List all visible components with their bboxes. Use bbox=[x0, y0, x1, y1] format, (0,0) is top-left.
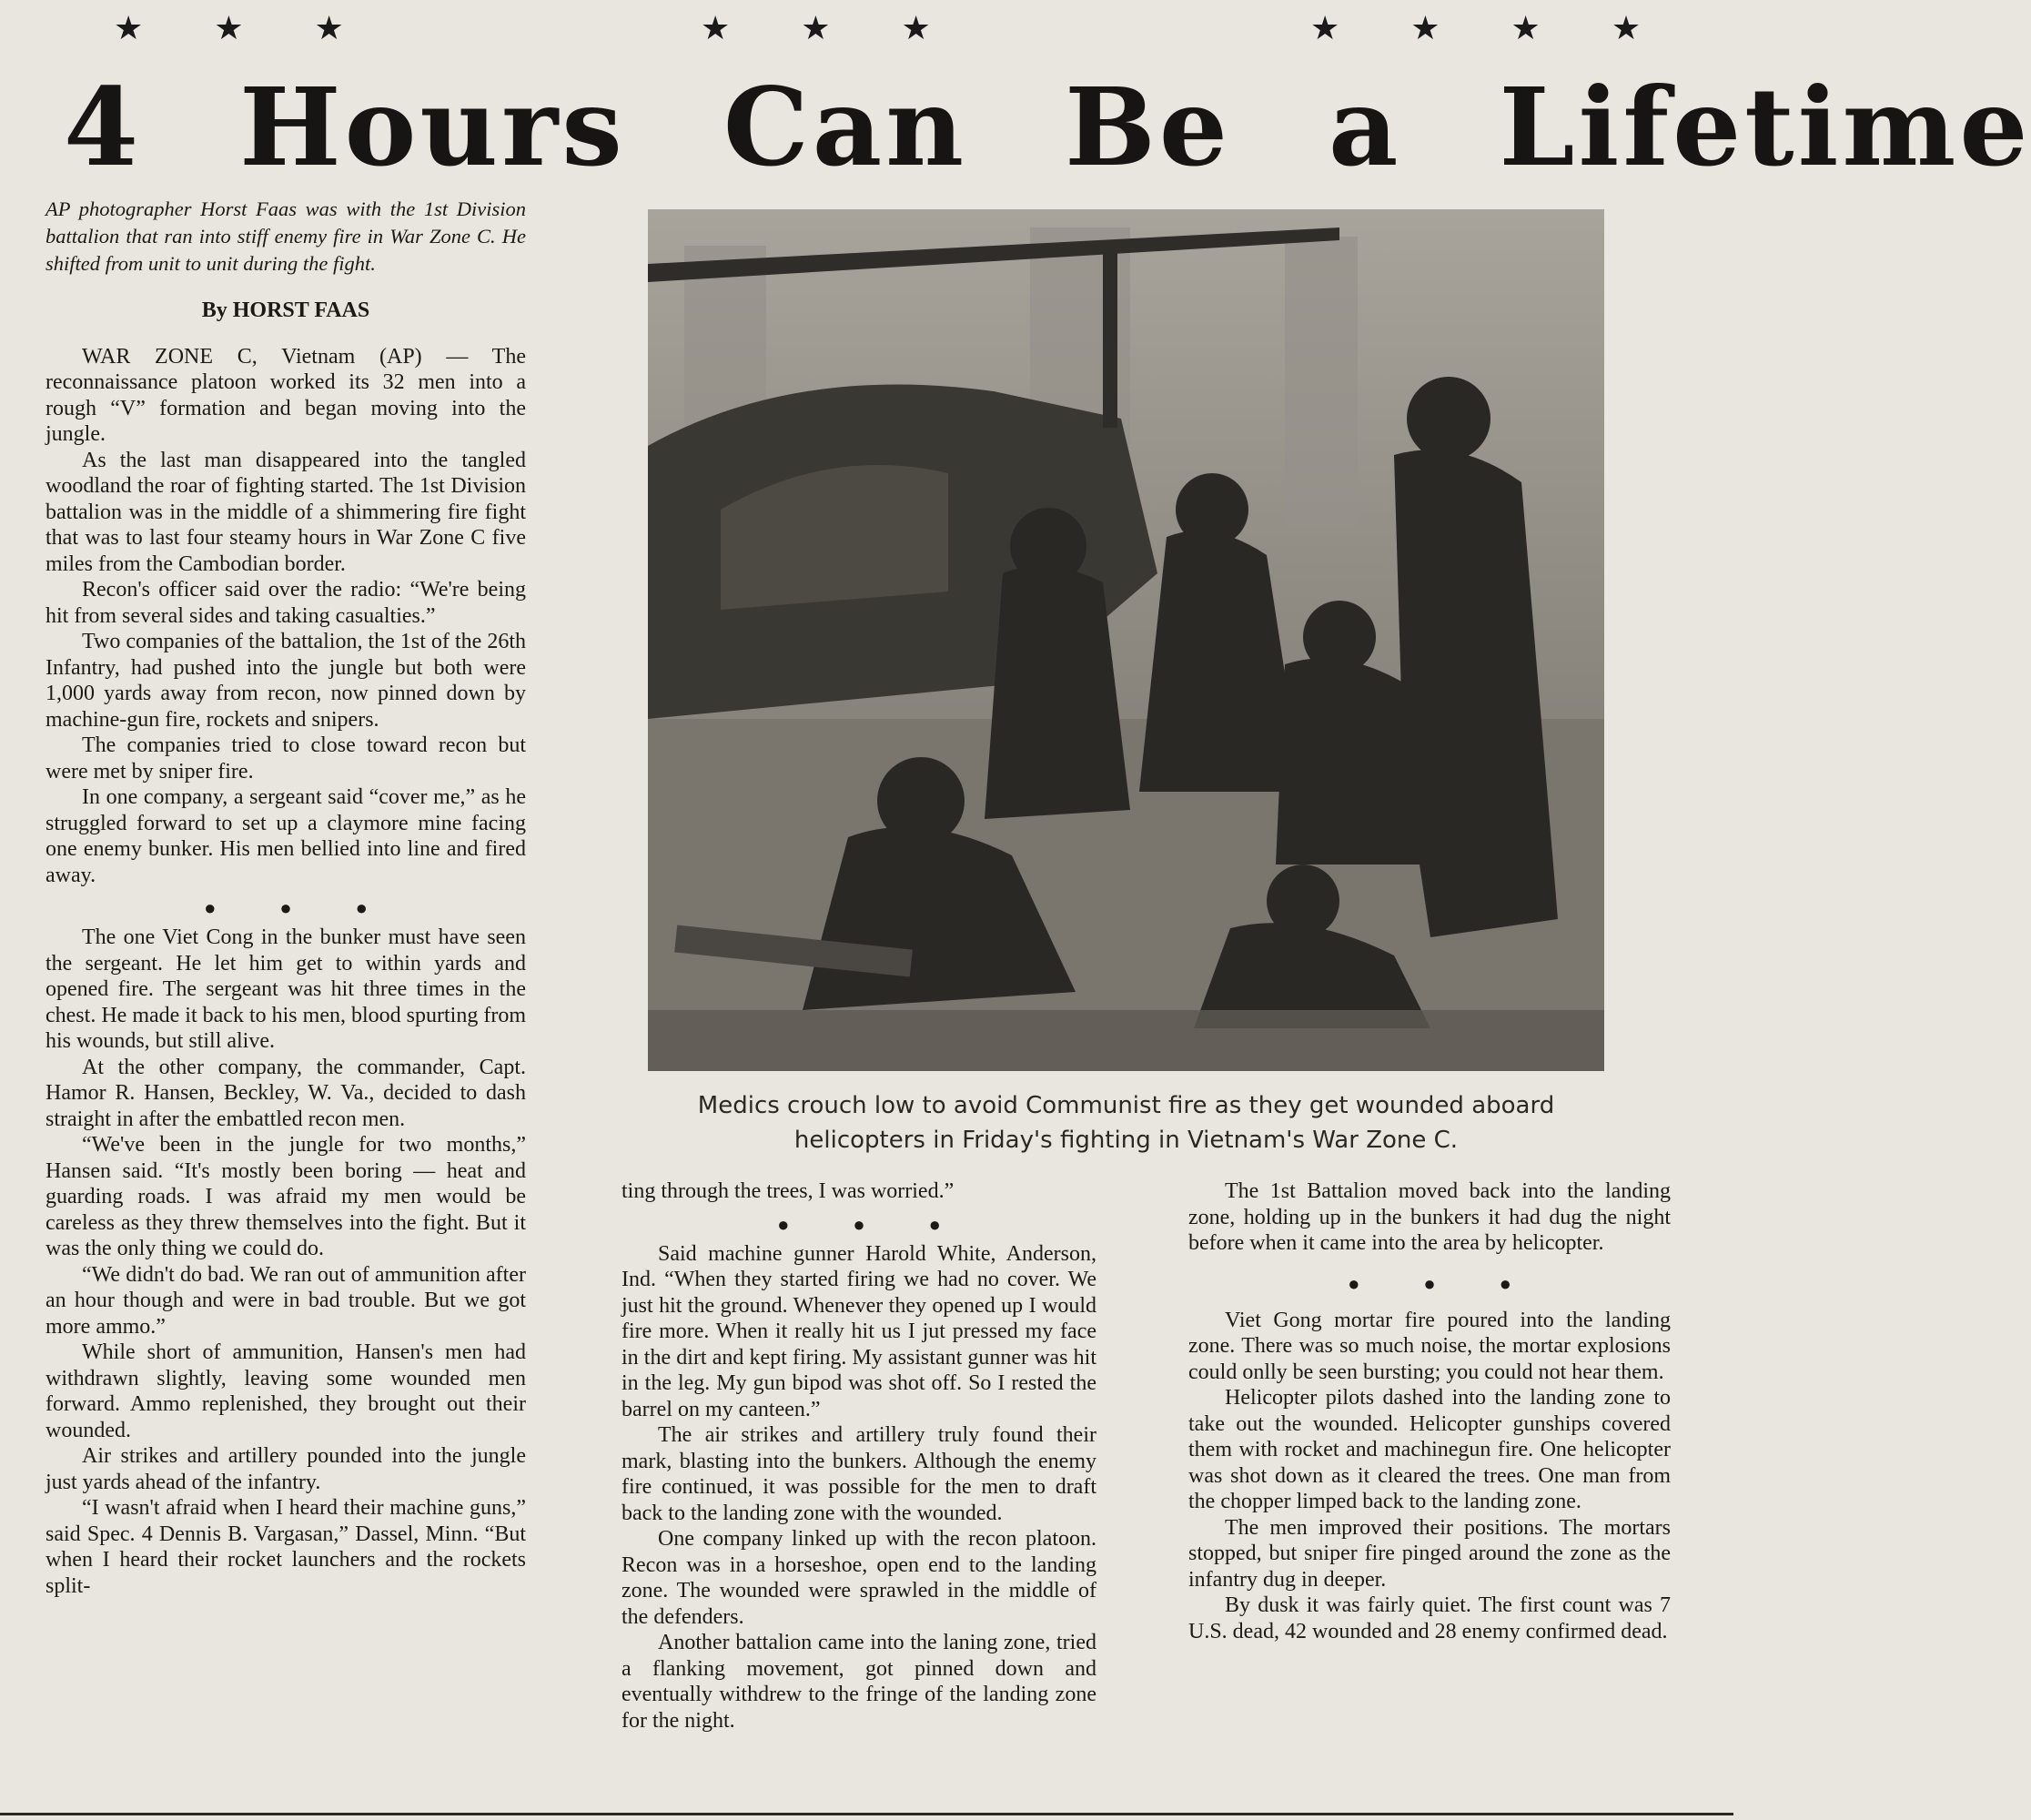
paragraph: The one Viet Cong in the bunker must have seen the sergeant. He let him get to within yards and opened fire. The sergeant was hit three times in the chest. He made it back to his men, blood spurting from his wounds, but still alive. bbox=[45, 925, 526, 1053]
paragraph: “We didn't do bad. We ran out of ammunition after an hour though and were in bad trouble. But we got more ammo.” bbox=[45, 1262, 526, 1339]
article-column-2 bbox=[621, 1178, 1096, 1734]
headline: 4 Hours Can Be a Lifetime bbox=[64, 64, 2031, 190]
section-separator: ●●● bbox=[204, 896, 431, 919]
paragraph: ting through the trees, I was worried.” bbox=[621, 1179, 955, 1203]
stars-right-decoration: ★★★★ bbox=[1310, 10, 1713, 46]
paragraph: Helicopter pilots dashed into the landing zone to take out the wounded. Helicopter gunships covered them with rocket and machinegun fire. One helicopter was shot down as it cleared the trees. One man from the chopper limped back to the landing zone. bbox=[1188, 1386, 1671, 1513]
paragraph: Two companies of the battalion, the 1st of the 26th Infantry, had pushed into the jungle but both were 1,000 yards away from recon, now pinned down by machine-gun fire, rockets and snipers. bbox=[45, 630, 526, 732]
article-column-3 bbox=[1188, 1178, 1671, 1644]
paragraph: By dusk it was fairly quiet. The first count was 7 U.S. dead, 42 wounded and 28 enemy confirmed dead. bbox=[1188, 1593, 1671, 1643]
paragraph: The air strikes and artillery truly found their mark, blasting into the bunkers. Although the enemy fire continued, it was possible for the men to draft back to the landing zone with the wounded. bbox=[621, 1423, 1096, 1525]
paragraph: “We've been in the jungle for two months,” Hansen said. “It's mostly been boring — heat and guarding roads. I was afraid my men would be careless as they threw themselves into the fight. But it was the only thing we could do. bbox=[45, 1133, 526, 1260]
paragraph: Another battalion came into the laning zone, tried a flanking movement, got pinned down and eventually withdrew to the fringe of the landing zone for the night. bbox=[621, 1631, 1096, 1733]
section-separator: ●●● bbox=[1348, 1271, 1575, 1295]
paragraph: Said machine gunner Harold White, Anderson, Ind. “When they started firing we had no cover. We just hit the ground. Whenever they opened up I would fire more. When it really hit us I jut pressed my face in the dirt and kept firing. My assistant gunner was hit in the leg. My gun bipod was shot off. So I rested the barrel on my canteen.” bbox=[621, 1241, 1096, 1421]
byline: By HORST FAAS bbox=[201, 298, 370, 322]
caption-line-2: helicopters in Friday's fighting in Vietnam's War Zone C. bbox=[793, 1127, 1459, 1154]
paragraph: Recon's officer said over the radio: “We're being hit from several sides and taking casualties.” bbox=[45, 578, 526, 628]
section-separator: ●●● bbox=[777, 1212, 1005, 1236]
paragraph: WAR ZONE C, Vietnam (AP) — The reconnaissance platoon worked its 32 men into a rough “V” formation and began moving into the jungle. bbox=[45, 344, 526, 446]
paragraph: Air strikes and artillery pounded into the jungle just yards ahead of the infantry. bbox=[45, 1444, 526, 1494]
photo-caption bbox=[648, 1088, 1604, 1158]
paragraph: In one company, a sergeant said “cover me,” as he struggled forward to set up a claymore mine facing one enemy bunker. His men bellied into line and fired away. bbox=[45, 785, 526, 887]
paragraph: The 1st Battalion moved back into the landing zone, holding up in the bunkers it had dug the night before when it came into the area by helicopter. bbox=[1188, 1179, 1671, 1255]
article-column-1 bbox=[45, 196, 526, 1599]
caption-line-1: Medics crouch low to avoid Communist fire as they get wounded aboard bbox=[697, 1092, 1555, 1119]
paragraph: While short of ammunition, Hansen's men had withdrawn slightly, leaving some wounded men forward. Ammo replenished, they brought out their wounded. bbox=[45, 1340, 526, 1442]
news-photo bbox=[648, 209, 1604, 1071]
stars-center-decoration: ★★★ bbox=[701, 10, 1002, 46]
stars-left-decoration: ★★★ bbox=[114, 10, 415, 46]
intro-note: AP photographer Horst Faas was with the 1st Division battalion that ran into stiff enemy fire in War Zone C. He shifted from unit to unit during the fight. bbox=[45, 197, 526, 275]
paragraph: “I wasn't afraid when I heard their machine guns,” said Spec. 4 Dennis B. Vargasan,” Dassel, Minn. “But when I heard their rocket launchers and the rockets split- bbox=[45, 1496, 526, 1598]
bottom-rule bbox=[0, 1813, 1733, 1815]
paragraph: The men improved their positions. The mortars stopped, but sniper fire pinged around the zone as the infantry dug in deeper. bbox=[1188, 1515, 1671, 1592]
paragraph: Viet Gong mortar fire poured into the landing zone. There was so much noise, the mortar explosions could onlly be seen bursting; you could not hear them. bbox=[1188, 1308, 1671, 1384]
photo-medics-helicopter-icon bbox=[648, 209, 1604, 1071]
paragraph: At the other company, the commander, Capt. Hamor R. Hansen, Beckley, W. Va., decided to dash straight in after the embattled recon men. bbox=[45, 1055, 526, 1131]
paragraph: The companies tried to close toward recon but were met by sniper fire. bbox=[45, 733, 526, 784]
paragraph: As the last man disappeared into the tangled woodland the roar of fighting started. The 1st Division battalion was in the middle of a shimmering fire fight that was to last four steamy hours in War Zone C five miles from the Cambodian border. bbox=[45, 448, 526, 576]
paragraph: One company linked up with the recon platoon. Recon was in a horseshoe, open end to the landing zone. The wounded were sprawled in the middle of the defenders. bbox=[621, 1527, 1096, 1629]
